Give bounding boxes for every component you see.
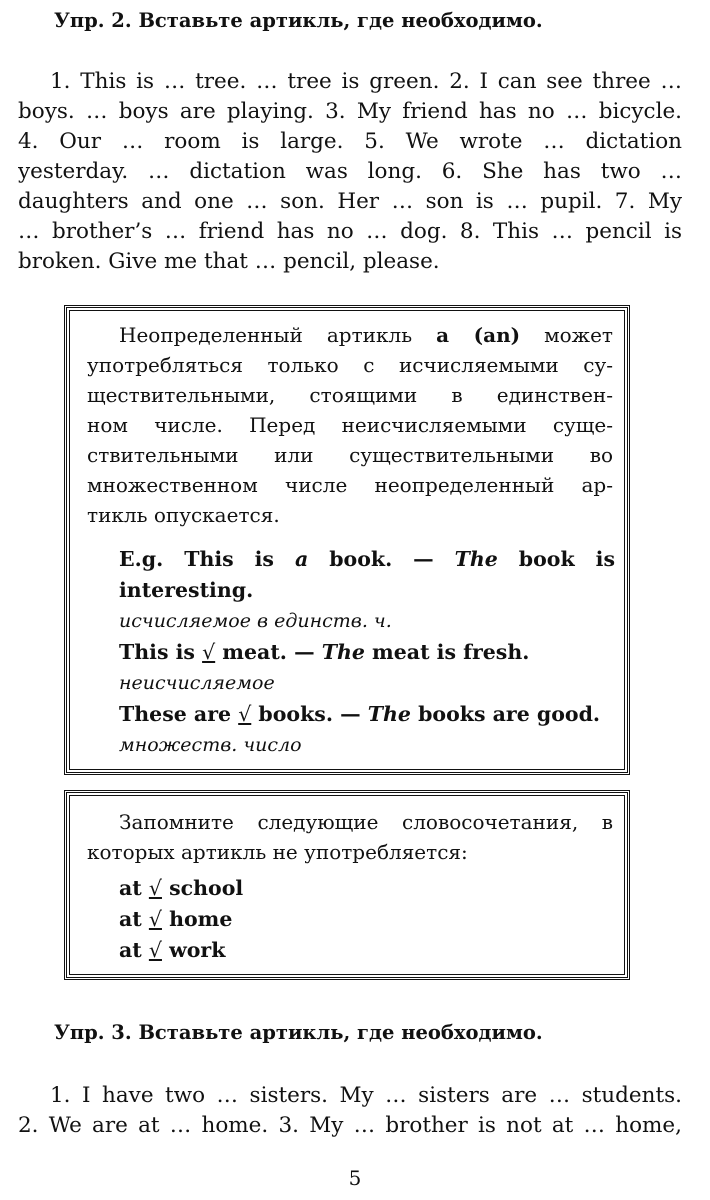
example-book-line: E.g. This is a book. — The book is — [119, 547, 615, 571]
exercise-2-line: boys. … boys are playing. 3. My friend has no … bicycle. — [18, 99, 682, 124]
rule-line: ствительными или существительными во — [87, 443, 613, 467]
exercise-3-line: 2. We are at … home. 3. My … brother is not at … home, — [18, 1113, 682, 1138]
zero-article-check-icon: √ — [148, 938, 162, 962]
zero-article-check-icon: √ — [202, 640, 216, 664]
exercise-2-line: daughters and one … son. Her … son is … pupil. 7. My — [18, 189, 682, 214]
exercise-2-text — [18, 67, 682, 277]
example-meat-line: This is √ meat. — The meat is fresh. — [119, 637, 615, 668]
exercise-3-line: 1. I have two … sisters. My … sisters are … students. — [50, 1083, 682, 1108]
rule-line: тикль опускается. — [87, 503, 280, 527]
remember-line: Запомните следующие словосочетания, в — [119, 810, 613, 834]
example-note-uncountable: неисчисляемое — [119, 672, 275, 694]
exercise-2-line: 1. This is … tree. … tree is green. 2. I can see three … — [50, 69, 682, 94]
exercise-2-line: yesterday. … dictation was long. 6. She has two … — [18, 159, 682, 184]
rule-examples — [119, 544, 615, 761]
exercise-3-text — [18, 1081, 682, 1141]
grammar-rule-box — [64, 305, 630, 775]
zero-article-check-icon: √ — [148, 876, 162, 900]
rule-line: ществительными, стоящими в единствен- — [87, 383, 613, 407]
remember-text — [87, 807, 613, 867]
phrase-at-work: at √ work — [119, 935, 615, 966]
rule-line: множественном числе неопределенный ар- — [87, 473, 613, 497]
exercise-2-heading: Упр. 2. Вставьте артикль, где необходимо. — [54, 9, 543, 32]
rule-line: Неопределенный артикль a (an) может — [119, 323, 613, 347]
phrase-at-school: at √ school — [119, 873, 615, 904]
page-number: 5 — [348, 1166, 362, 1190]
exercise-3-heading: Упр. 3. Вставьте артикль, где необходимо. — [54, 1021, 543, 1044]
exercise-2-line: … brother’s … friend has no … dog. 8. This … pencil is — [18, 219, 682, 244]
rule-line: ном числе. Перед неисчисляемыми суще- — [87, 413, 613, 437]
example-note-countable: исчисляемое в единств. ч. — [119, 610, 392, 632]
example-note-plural: множеств. число — [119, 734, 302, 756]
remember-phrases — [119, 873, 615, 966]
exercise-2-line: broken. Give me that … pencil, please. — [18, 249, 440, 274]
example-books-line: These are √ books. — The books are good. — [119, 699, 615, 730]
rule-line: употребляться только с исчисляемыми су- — [87, 353, 613, 377]
remember-box — [64, 790, 630, 980]
article-a-an: a (an) — [436, 323, 521, 347]
zero-article-check-icon: √ — [148, 907, 162, 931]
zero-article-check-icon: √ — [238, 702, 252, 726]
remember-line: которых артикль не употребляется: — [87, 840, 468, 864]
phrase-at-home: at √ home — [119, 904, 615, 935]
example-book-line-2: interesting. — [119, 578, 254, 602]
exercise-2-line: 4. Our … room is large. 5. We wrote … dictation — [18, 129, 682, 154]
rule-text — [87, 320, 613, 530]
